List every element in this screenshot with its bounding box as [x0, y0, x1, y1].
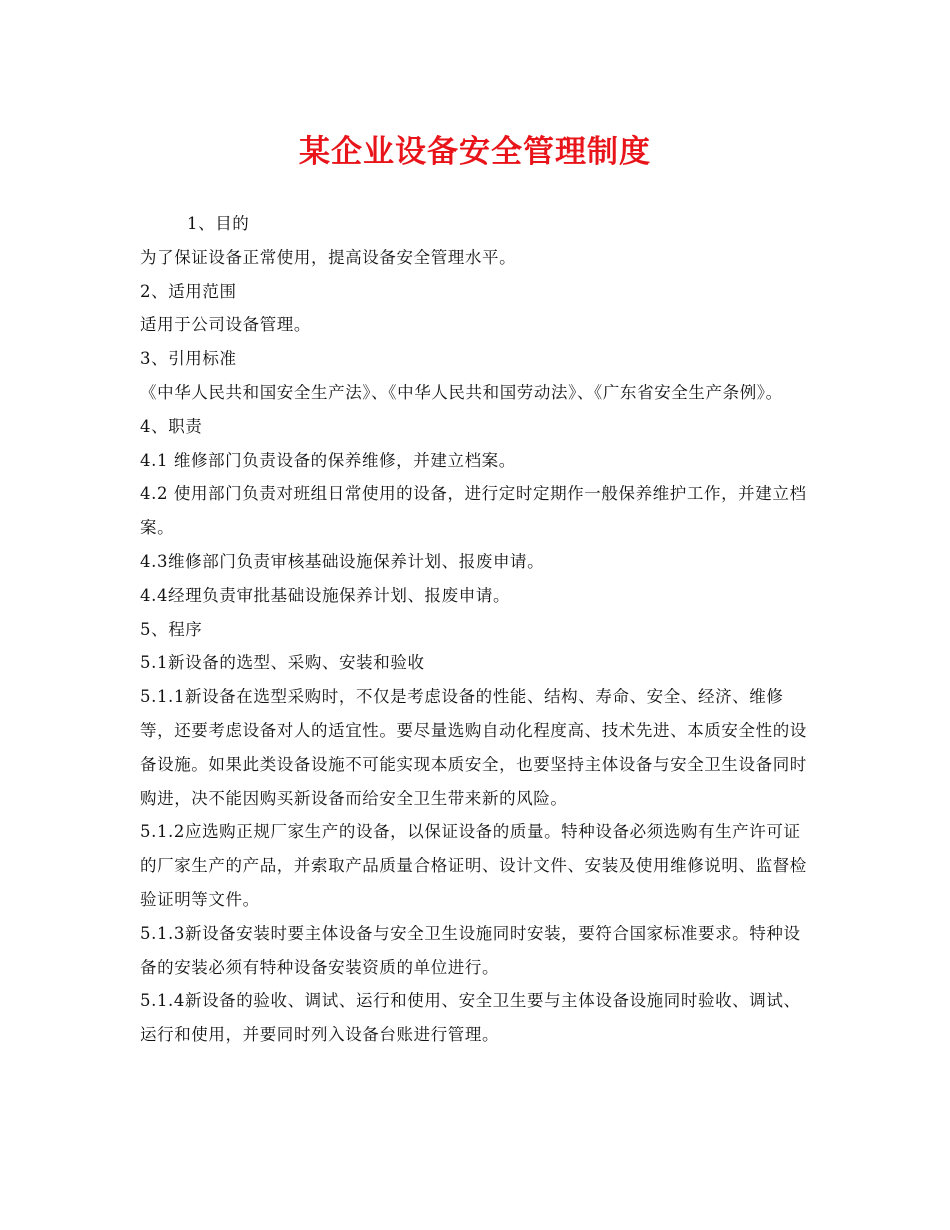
document-body — [140, 207, 812, 1052]
paragraph: 4.4经理负责审批基础设施保养计划、报废申请。 — [140, 585, 511, 605]
section-heading-procedure: 5、程序 — [140, 619, 203, 639]
paragraph: 5.1.1新设备在选型采购时，不仅是考虑设备的性能、结构、寿命、安全、经济、维修等，还要考虑设备对人的适宜性。要尽量选购自动化程度高、技术先进、本质安全性的设备设施。如果此类设备设施不可能实现本质安全，也要坚持主体设备与安全卫生设备同时购进，决不能因购买新设备而给安全卫生带来新的风险。 — [140, 687, 807, 808]
document-title: 某企业设备安全管理制度 — [299, 134, 651, 170]
paragraph: 5.1.2应选购正规厂家生产的设备，以保证设备的质量。特种设备必须选购有生产许可证的厂家生产的产品，并索取产品质量合格证明、设计文件、安装及使用维修说明、监督检验证明等文件。 — [140, 822, 807, 909]
paragraph: 4.1 维修部门负责设备的保养维修，并建立档案。 — [140, 450, 516, 470]
paragraph: 4.2 使用部门负责对班组日常使用的设备，进行定时定期作一般保养维护工作，并建立档案。 — [140, 484, 807, 538]
section-heading-duties: 4、职责 — [140, 416, 203, 436]
section-heading-scope: 2、适用范围 — [140, 281, 237, 301]
paragraph: 5.1.4新设备的验收、调试、运行和使用、安全卫生要与主体设备设施同时验收、调试、运行和使用，并要同时列入设备台账进行管理。 — [140, 991, 801, 1045]
paragraph: 《中华人民共和国安全生产法》、《中华人民共和国劳动法》、《广东省安全生产条例》。 — [140, 382, 783, 402]
section-heading-purpose: 1、目的 — [187, 214, 250, 233]
paragraph: 5.1新设备的选型、采购、安装和验收 — [140, 653, 425, 673]
paragraph: 为了保证设备正常使用，提高设备安全管理水平。 — [140, 247, 517, 267]
paragraph: 4.3维修部门负责审核基础设施保养计划、报废申请。 — [140, 551, 545, 571]
paragraph: 适用于公司设备管理。 — [140, 315, 311, 335]
paragraph: 5.1.3新设备安装时要主体设备与安全卫生设施同时安装，要符合国家标准要求。特种设备的安装必须有特种设备安装资质的单位进行。 — [140, 923, 801, 977]
section-heading-references: 3、引用标准 — [140, 349, 237, 369]
